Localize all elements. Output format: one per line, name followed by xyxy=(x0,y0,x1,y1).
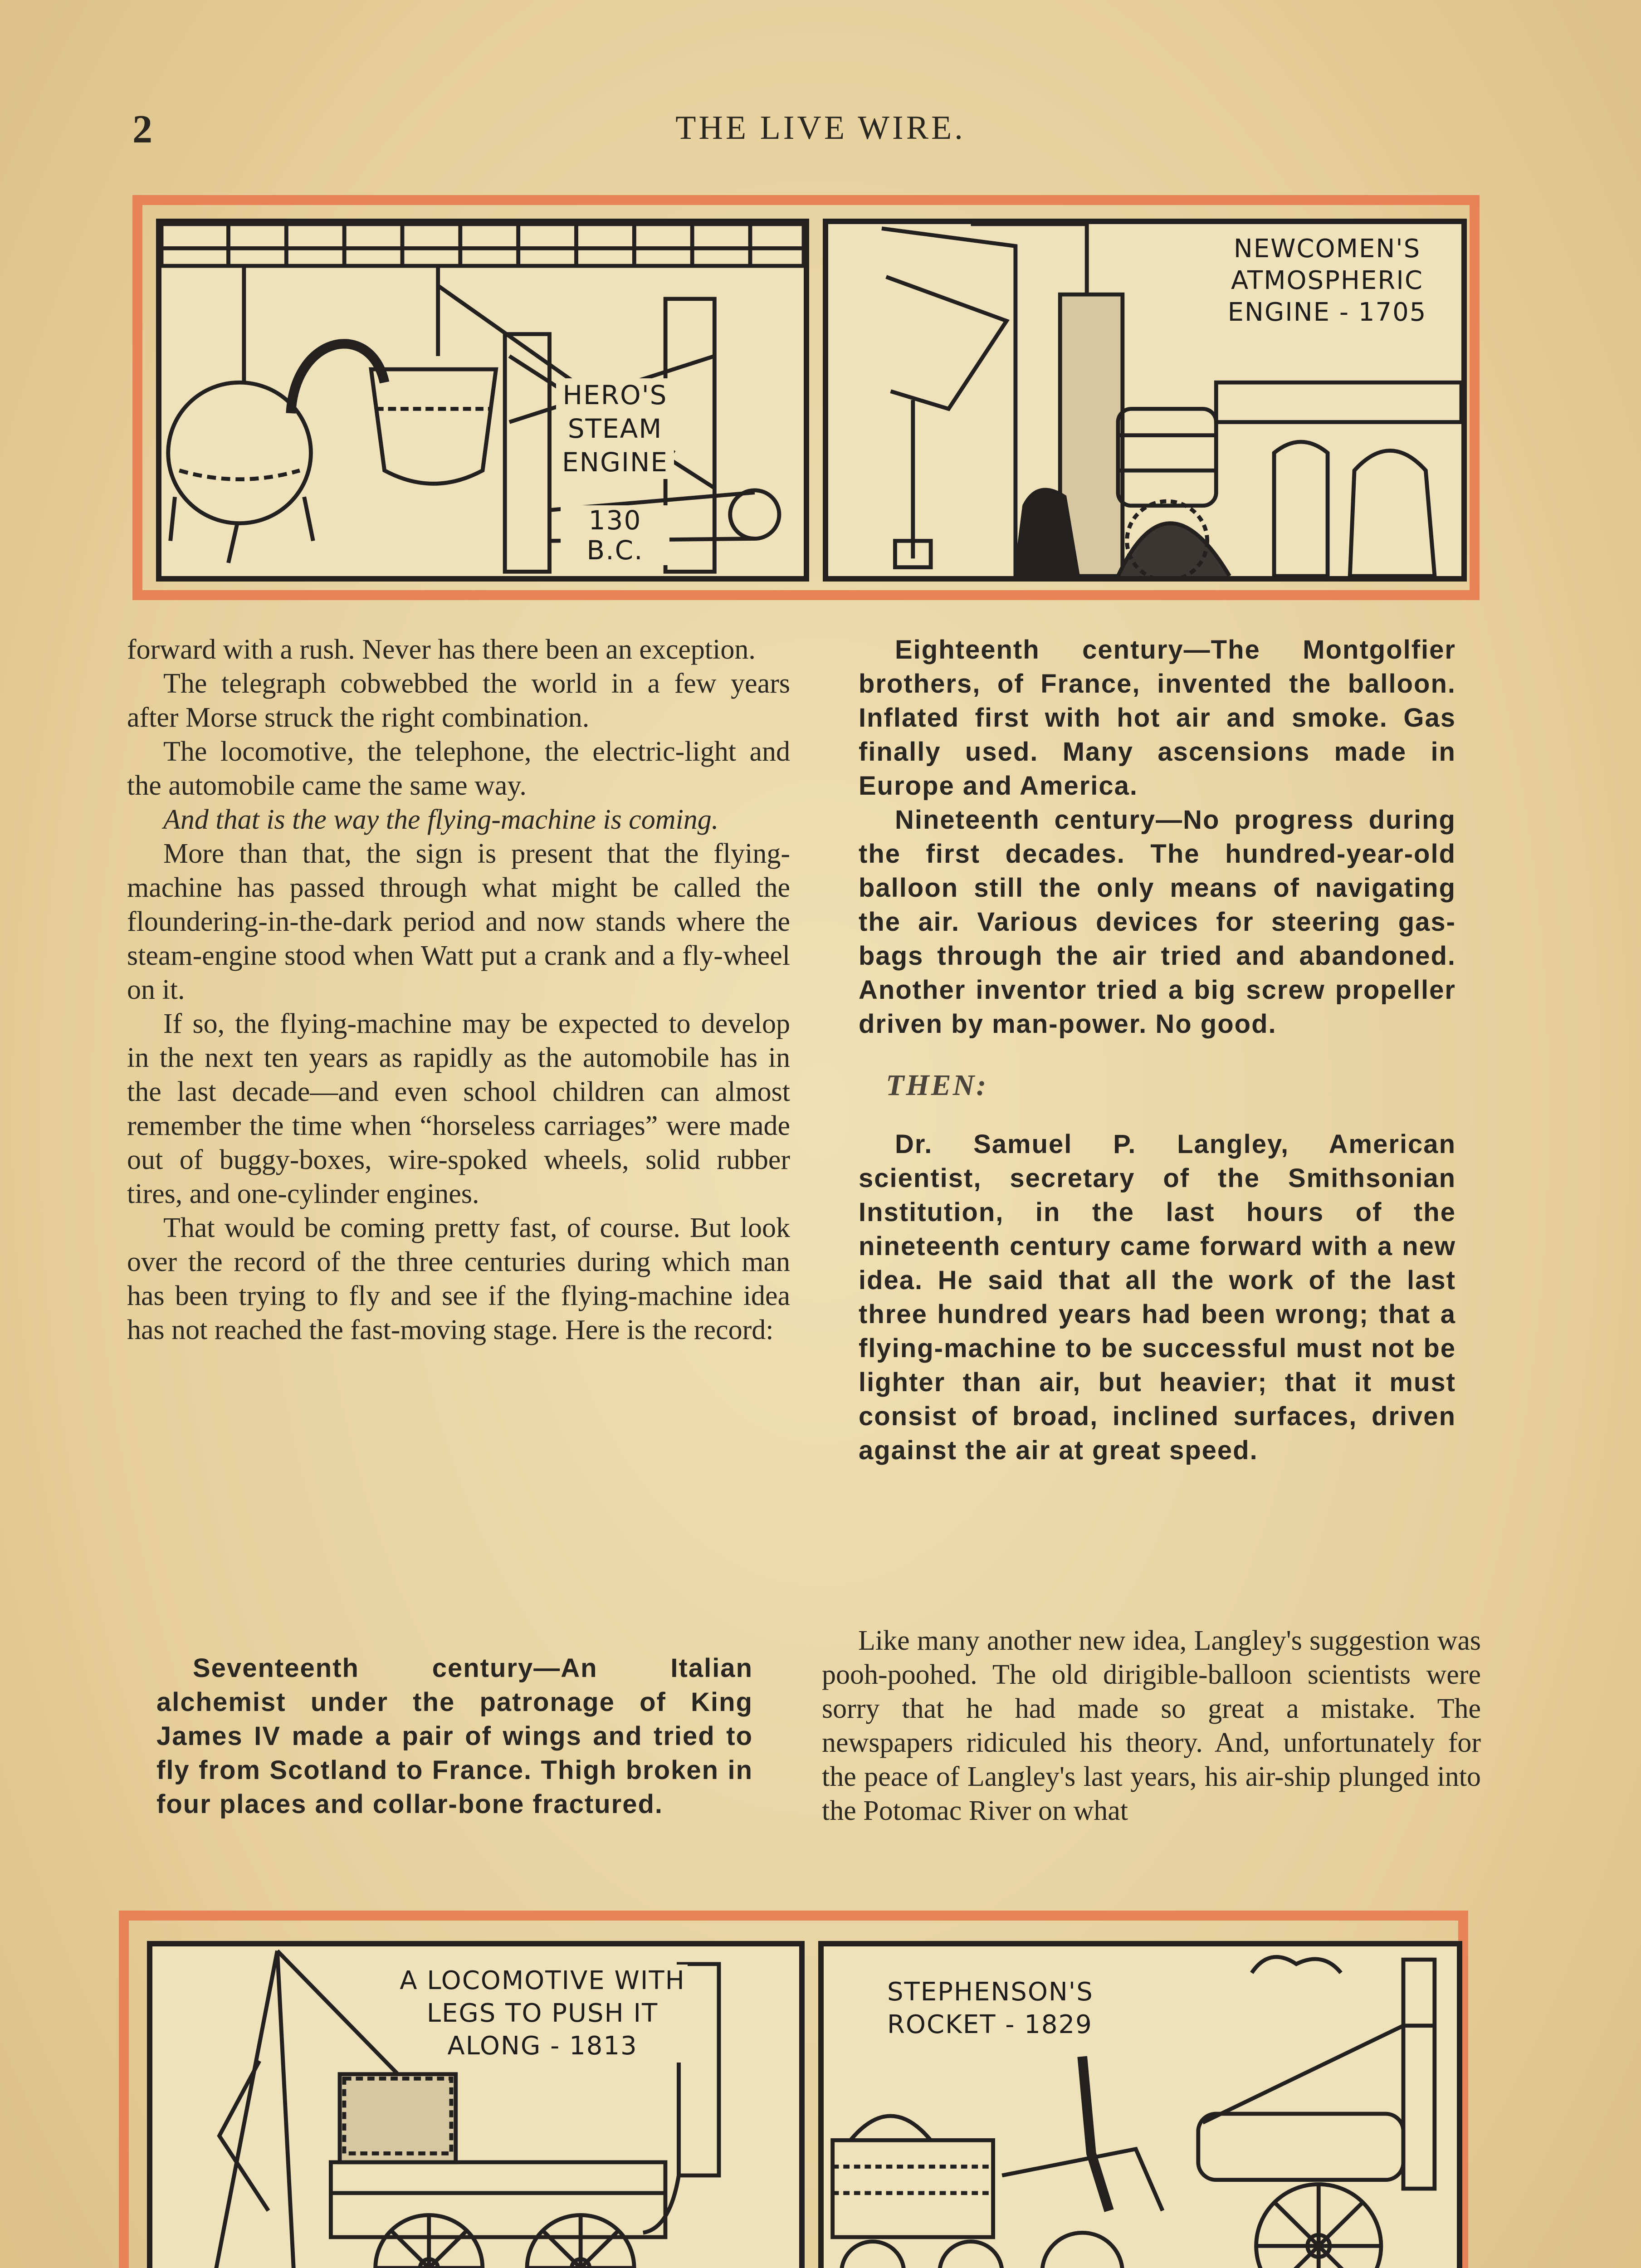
paragraph: The telegraph cobwebbed the world in a few years after Morse struck the right combination. xyxy=(127,668,790,733)
paragraph: If so, the flying-machine may be expected to develop in the next ten years as rapidly as the automobile has in the last decade—and even school children can almost remember the time when “horseless carriages” were made out of buggy-boxes, wire-spoked wheels, solid rubber tires, and one-cylinder engines. xyxy=(127,1008,790,1209)
caption-line: HERO'S xyxy=(562,380,668,411)
page-number: 2 xyxy=(132,108,152,152)
locomotive-with-legs-caption xyxy=(397,1965,688,2063)
seventeenth-century-record xyxy=(156,1651,753,1821)
paragraph: And that is the way the flying-machine is coming. xyxy=(163,804,719,835)
caption-line: LEGS TO PUSH IT xyxy=(426,1999,659,2028)
newcomens-engine-panel xyxy=(823,219,1467,582)
record-entry: Eighteenth century—The Montgolfier brothers, of France, invented the balloon. Inflated first with hot air and smoke. Gas finally used. Many ascensions made in Europe and America. xyxy=(859,635,1456,801)
langley-paragraph: Dr. Samuel P. Langley, American scientist, secretary of the Smithsonian Institution, in the last hours of the nineteenth century came forward with a new idea. He said that all the work of the last three hundred years had been wrong; that a flying-machine to be successful must not be lighter than air, but heavier; that it must consist of broad, inclined surfaces, driven against the air at great speed. xyxy=(859,1129,1456,1465)
newcomens-engine-caption xyxy=(1200,233,1454,328)
running-head: THE LIVE WIRE. xyxy=(675,109,966,147)
caption-line: STEAM xyxy=(567,413,663,444)
stephensons-rocket-caption xyxy=(887,1976,1123,2041)
caption-line: STEPHENSON'S xyxy=(887,1977,1094,2007)
heros-steam-engine-drawing xyxy=(161,224,804,576)
left-text-column xyxy=(127,633,790,1347)
caption-line: NEWCOMEN'S xyxy=(1233,234,1421,264)
record-entry: Seventeenth century—An Italian alchemist under the patronage of King James IV made a pair of wings and tried to fly from Scotland to France. Thigh broken in four places and collar-bone fractured. xyxy=(156,1653,753,1819)
caption-line: ENGINE xyxy=(562,447,669,478)
top-illustration-band xyxy=(132,195,1480,600)
paragraph: The locomotive, the telephone, the electric-light and the automobile came the same way. xyxy=(127,736,790,801)
record-entry: Nineteenth century—No progress during the first decades. The hundred-year-old balloon still the only means of navigating the air. Various devices for steering gas-bags through the air tried and abandoned. Another inventor tried a big screw propeller driven by man-power. No good. xyxy=(859,805,1456,1039)
caption-line: ATMOSPHERIC xyxy=(1231,266,1423,295)
heros-steam-engine-date xyxy=(561,505,669,565)
date-line: 130 xyxy=(588,505,642,536)
right-closing-paragraph xyxy=(822,1624,1481,1828)
paragraph: More than that, the sign is present that the flying-machine has passed through what might be called the floundering-in-the-dark period and now stands where the steam-engine stood when Watt put a crank and a fly-wheel on it. xyxy=(127,838,790,1005)
caption-line: ENGINE - 1705 xyxy=(1227,298,1427,327)
bottom-illustration-band xyxy=(119,1911,1468,2268)
caption-line: A LOCOMOTIVE WITH xyxy=(400,1966,685,1995)
paragraph: Like many another new idea, Langley's suggestion was pooh-poohed. The old dirigible-balloon scientists were sorry that he had made so great a mistake. The newspapers ridiculed his theory. And, unfortunately for the peace of Langley's last years, his air-ship plunged into the Potomac River on what xyxy=(822,1625,1481,1826)
right-text-column xyxy=(859,633,1456,1467)
heros-steam-engine-panel xyxy=(156,219,809,582)
date-line: B.C. xyxy=(586,535,644,566)
caption-line: ALONG - 1813 xyxy=(447,2031,638,2061)
caption-line: ROCKET - 1829 xyxy=(887,2010,1093,2039)
paragraph: forward with a rush. Never has there been an exception. xyxy=(127,634,756,665)
then-heading: THEN: xyxy=(886,1069,988,1102)
stephensons-rocket-panel xyxy=(818,1941,1462,2268)
paragraph: That would be coming pretty fast, of course. But look over the record of the three centuries during which man has been trying to fly and see if the flying-machine idea has not reached the fast-moving stage. Here is the record: xyxy=(127,1212,790,1345)
heros-steam-engine-caption xyxy=(556,378,674,479)
locomotive-with-legs-panel xyxy=(147,1941,805,2268)
